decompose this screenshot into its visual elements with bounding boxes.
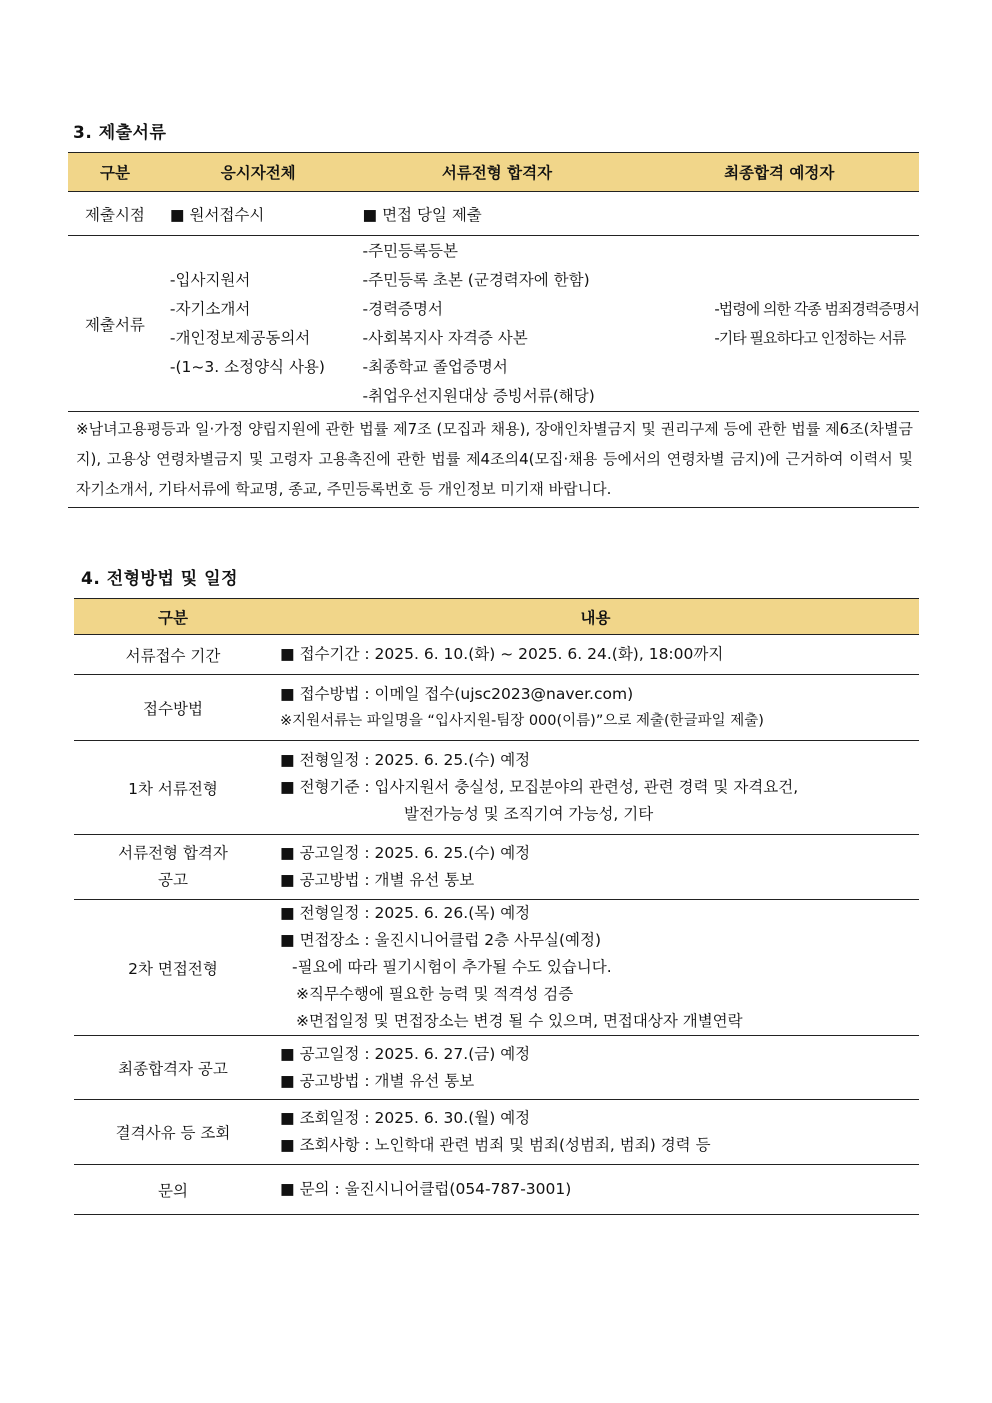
schedule-label: 최종합격자 공고 xyxy=(74,1036,272,1100)
schedule-content xyxy=(272,835,919,900)
schedule-label: 2차 면접전형 xyxy=(74,900,272,1036)
header-category: 구분 xyxy=(68,153,162,192)
table-header-row xyxy=(68,153,919,192)
schedule-content xyxy=(272,1036,919,1100)
list-item: -(1~3. 소정양식 사용) xyxy=(169,357,325,376)
content-line: ■ 공고방법 : 개별 유선 통보 xyxy=(280,1071,475,1090)
table-row xyxy=(74,635,919,675)
table-row xyxy=(68,192,919,236)
list-item: -주민등록 초본 (군경력자에 한함) xyxy=(362,270,590,289)
submission-documents-table xyxy=(68,152,919,508)
content-line: ※지원서류는 파일명을 “입사지원-팀장 000(이름)”으로 제출(한글파일 제출) xyxy=(280,712,764,729)
schedule-content xyxy=(272,741,919,835)
schedule-label: 서류접수 기간 xyxy=(74,635,272,675)
list-item: -사회복지사 자격증 사본 xyxy=(362,328,528,347)
section4-title: 4. 전형방법 및 일정 xyxy=(81,569,238,589)
content-line: ■ 조회일정 : 2025. 6. 30.(월) 예정 xyxy=(280,1109,531,1127)
list-item: -자기소개서 xyxy=(169,299,251,318)
list-item: -입사지원서 xyxy=(169,270,251,289)
schedule-content xyxy=(272,635,919,675)
content-line: ■ 공고일정 : 2025. 6. 27.(금) 예정 xyxy=(280,1044,531,1063)
section3-title: 3. 제출서류 xyxy=(73,123,167,143)
submission-docs-doc-pass xyxy=(355,236,640,412)
table-row xyxy=(68,412,919,508)
content-line: ■ 조회사항 : 노인학대 관련 범죄 및 범죄(성범죄, 범죄) 경력 등 xyxy=(280,1136,711,1154)
table-row xyxy=(74,1036,919,1100)
table-row xyxy=(74,1165,919,1215)
schedule-content xyxy=(272,1100,919,1165)
content-line: 발전가능성 및 조직기여 가능성, 기타 xyxy=(404,805,654,823)
content-line: ■ 전형일정 : 2025. 6. 25.(수) 예정 xyxy=(280,751,531,769)
content-line: ■ 문의 : 울진시니어클럽(054-787-3001) xyxy=(280,1180,572,1198)
list-item: -주민등록등본 xyxy=(362,241,458,260)
header-final-candidates: 최종합격 예정자 xyxy=(639,153,919,192)
table-row xyxy=(74,741,919,835)
header-category: 구분 xyxy=(74,599,272,635)
content-line: ※직무수행에 필요한 능력 및 적격성 검증 xyxy=(296,985,574,1003)
content-line: ■ 전형기준 : 입사지원서 충실성, 모집분야의 관련성, 관련 경력 및 자격요건, xyxy=(280,778,799,796)
content-line: ※면접일정 및 면접장소는 변경 될 수 있으며, 면접대상자 개별연락 xyxy=(296,1012,743,1030)
schedule-content xyxy=(272,900,919,1036)
content-line: ■ 면접장소 : 울진시니어클럽 2층 사무실(예정) xyxy=(280,931,601,949)
list-item: -개인정보제공동의서 xyxy=(169,328,311,347)
table-row xyxy=(74,675,919,741)
header-content: 내용 xyxy=(272,599,919,635)
label-line: 서류전형 합격자 xyxy=(118,844,228,862)
content-line: ■ 접수방법 : 이메일 접수(ujsc2023@naver.com) xyxy=(280,684,634,703)
label-line: 공고 xyxy=(158,871,188,889)
privacy-notice: ※남녀고용평등과 일·가정 양립지원에 관한 법률 제7조 (모집과 채용), 장애인차별금지 및 권리구제 등에 관한 법률 제6조(차별금지), 고용상 연령차별금지 및 고령자 고용촉진에 관한 법률 제4조의4(모집·채용 등에서의 연령차별 금지)에 근거하여 이력서 및 자기소개서, 기타서류에 학교명, 종교, 주민등록번호 등 개인정보 미기재 바랍니다. xyxy=(68,412,919,508)
table-row xyxy=(74,835,919,900)
table-header-row xyxy=(74,599,919,635)
schedule-label: 문의 xyxy=(74,1165,272,1215)
table-row xyxy=(74,1100,919,1165)
submission-time-doc-pass: ■ 면접 당일 제출 xyxy=(355,192,640,236)
schedule-label xyxy=(74,835,272,900)
submission-docs-all xyxy=(162,236,355,412)
submission-time-all: ■ 원서접수시 xyxy=(162,192,355,236)
schedule-label: 1차 서류전형 xyxy=(74,741,272,835)
list-item: -최종학교 졸업증명서 xyxy=(362,357,508,376)
submission-docs-label: 제출서류 xyxy=(68,236,162,412)
list-item: -기타 필요하다고 인정하는 서류 xyxy=(714,328,906,347)
content-line: ■ 접수기간 : 2025. 6. 10.(화) ~ 2025. 6. 24.(화), 18:00까지 xyxy=(280,645,724,663)
table-row xyxy=(68,236,919,412)
schedule-label: 접수방법 xyxy=(74,675,272,741)
schedule-content xyxy=(272,1165,919,1215)
list-item: -경력증명서 xyxy=(362,299,443,318)
selection-schedule-table xyxy=(74,598,919,1215)
list-item: -법령에 의한 각종 범죄경력증명서 xyxy=(714,299,919,318)
submission-docs-final xyxy=(639,236,919,412)
list-item: -취업우선지원대상 증빙서류(해당) xyxy=(362,386,595,405)
schedule-label: 결격사유 등 조회 xyxy=(74,1100,272,1165)
content-line: ■ 공고일정 : 2025. 6. 25.(수) 예정 xyxy=(280,844,531,862)
submission-time-label: 제출시점 xyxy=(68,192,162,236)
content-line: ■ 공고방법 : 개별 유선 통보 xyxy=(280,871,475,889)
submission-time-final xyxy=(639,192,919,236)
schedule-content xyxy=(272,675,919,741)
header-document-passers: 서류전형 합격자 xyxy=(355,153,640,192)
table-row xyxy=(74,900,919,1036)
content-line: -필요에 따라 필기시험이 추가될 수도 있습니다. xyxy=(292,958,612,976)
content-line: ■ 전형일정 : 2025. 6. 26.(목) 예정 xyxy=(280,904,531,922)
header-all-applicants: 응시자전체 xyxy=(162,153,355,192)
